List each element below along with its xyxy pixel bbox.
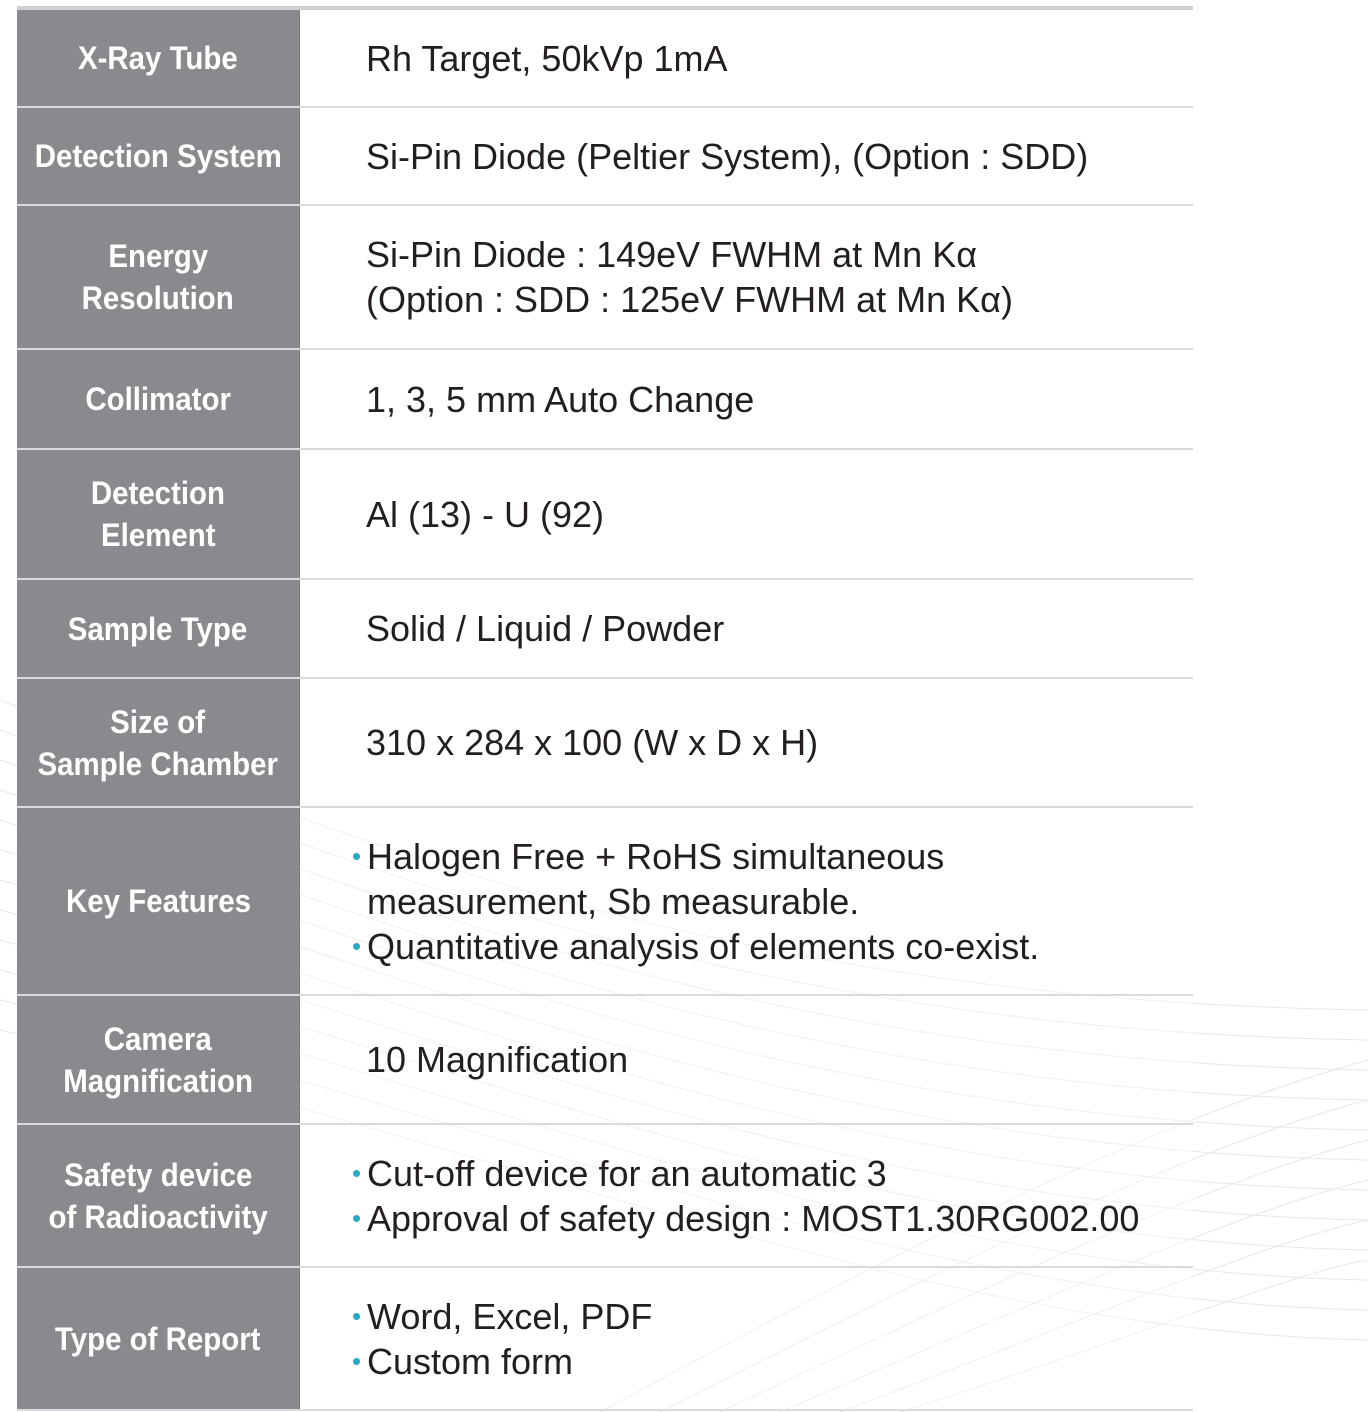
bullet-item [346, 834, 1193, 924]
bullet-item [346, 1196, 1193, 1241]
spec-row [17, 996, 1193, 1125]
spec-label-line: Element [100, 517, 216, 553]
spec-value-line: 10 Magnification [366, 1039, 629, 1080]
spec-row [17, 1125, 1193, 1268]
spec-row [17, 450, 1193, 580]
spec-label [17, 808, 300, 994]
spec-value-line: Rh Target, 50kVp 1mA [366, 37, 728, 79]
bullet-dot-icon: • [352, 1157, 362, 1188]
spec-value [300, 1268, 1193, 1409]
spec-value-line: Solid / Liquid / Powder [366, 608, 725, 649]
spec-label [17, 350, 300, 448]
spec-label [17, 1268, 300, 1409]
spec-value [300, 350, 1193, 448]
bullet-text: Cut-off device for an automatic 3 [367, 1152, 887, 1194]
spec-row [17, 108, 1193, 206]
bullet-item [346, 1339, 1193, 1384]
bullet-item [346, 1151, 1193, 1196]
spec-value [300, 108, 1193, 204]
spec-label [17, 108, 300, 204]
spec-row [17, 679, 1193, 808]
spec-value-line: (Option : SDD : 125eV FWHM at Mn Kα) [366, 279, 1013, 320]
spec-value [300, 450, 1193, 578]
spec-value-line: 310 x 284 x 100 (W x D x H) [366, 722, 819, 763]
bullet-dot-icon: • [352, 930, 362, 961]
spec-row [17, 1268, 1193, 1411]
spec-label [17, 580, 300, 677]
bullet-text: Word, Excel, PDF [367, 1295, 653, 1337]
spec-row [17, 580, 1193, 679]
spec-value [300, 808, 1193, 994]
bullet-item [346, 1294, 1193, 1339]
spec-value [300, 10, 1193, 106]
spec-label-line: of Radioactivity [48, 1198, 268, 1235]
spec-row [17, 808, 1193, 996]
bullet-text: Halogen Free + RoHS simultaneous [367, 835, 945, 877]
bullet-text: Approval of safety design : MOST1.30RG002.00 [367, 1197, 1140, 1239]
bullet-dot-icon: • [352, 840, 362, 871]
spec-value-line: Al (13) - U (92) [366, 493, 605, 535]
spec-value-line: 1, 3, 5 mm Auto Change [366, 378, 755, 420]
bullet-dot-icon: • [352, 1345, 362, 1376]
spec-row [17, 350, 1193, 450]
spec-label-line: Detection [90, 475, 226, 511]
bullet-dot-icon: • [352, 1202, 362, 1233]
spec-label-line: Type of Report [55, 1320, 261, 1357]
spec-label-line: Resolution [81, 280, 235, 316]
spec-label-line: Energy [108, 238, 208, 274]
spec-label [17, 206, 300, 348]
spec-label [17, 450, 300, 578]
spec-row [17, 10, 1193, 108]
spec-table [17, 6, 1193, 1411]
spec-value [300, 1125, 1193, 1266]
spec-label [17, 996, 300, 1123]
bullet-text: Quantitative analysis of elements co-exist. [367, 925, 1040, 967]
spec-value-line: Si-Pin Diode (Peltier System), (Option : SDD) [366, 135, 1089, 177]
spec-label-line: Detection System [34, 138, 282, 174]
bullet-item [346, 924, 1193, 969]
spec-value [300, 679, 1193, 806]
spec-value [300, 206, 1193, 348]
spec-label-line: Collimator [85, 381, 231, 417]
bullet-dot-icon: • [352, 1300, 362, 1331]
spec-label-line: Sample Chamber [37, 745, 279, 782]
bullet-text: Custom form [367, 1340, 574, 1382]
spec-label-line: Key Features [65, 883, 251, 919]
spec-label-line: Camera [103, 1020, 213, 1057]
spec-value [300, 996, 1193, 1123]
spec-row [17, 206, 1193, 350]
spec-label [17, 1125, 300, 1266]
spec-label-line: X-Ray Tube [78, 40, 238, 76]
spec-label-line: Size of [110, 703, 206, 740]
spec-label-line: Sample Type [68, 610, 248, 647]
spec-value [300, 580, 1193, 677]
spec-label [17, 679, 300, 806]
spec-label-line: Magnification [63, 1062, 253, 1099]
spec-label [17, 10, 300, 106]
bullet-text: measurement, Sb measurable. [367, 880, 860, 922]
spec-value-line: Si-Pin Diode : 149eV FWHM at Mn Kα [366, 234, 978, 275]
spec-label-line: Safety device [63, 1156, 253, 1193]
